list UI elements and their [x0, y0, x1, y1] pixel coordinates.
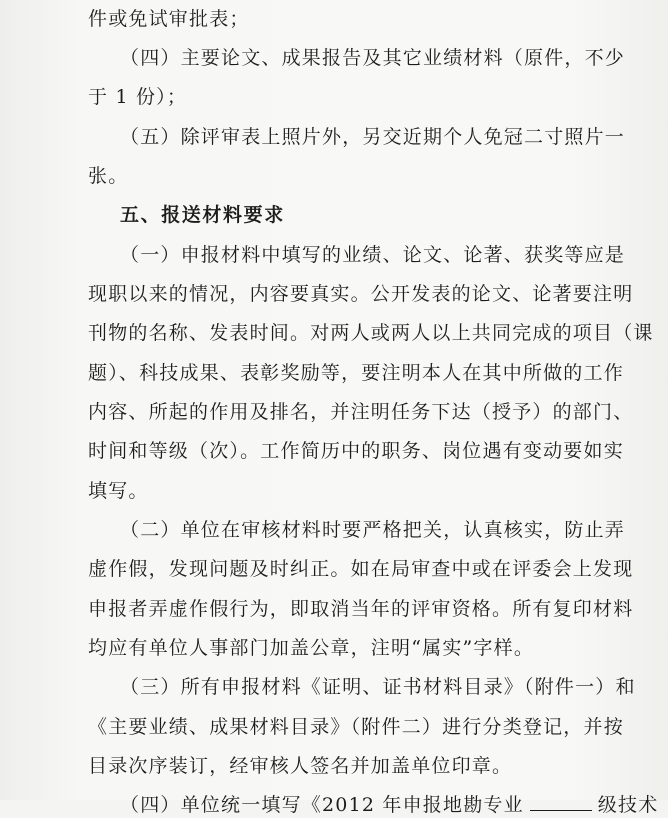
text-line: 内容、所起的作用及排名，并注明任务下达（授予）的部门、 [88, 401, 634, 423]
text-line: 申报者弄虚作假行为，即取消当年的评审资格。所有复印材料 [88, 598, 634, 620]
text-line: （一）申报材料中填写的业绩、论文、论著、获奖等应是 [120, 244, 626, 266]
text-line: （四）主要论文、成果报告及其它业绩材料（原件，不少 [120, 47, 626, 69]
text-line: 于 1 份）； [88, 86, 188, 108]
text-line: 目录次序装订，经审核人签名并加盖单位印章。 [88, 755, 513, 777]
fill-in-blank [530, 792, 592, 811]
text-line: （三）所有申报材料《证明、证书材料目录》（附件一）和 [120, 676, 636, 698]
text-line: 张。 [88, 165, 129, 187]
text-segment: 级技术 [597, 794, 659, 816]
section-heading: 五、报送材料要求 [120, 204, 285, 226]
text-line: 刊物的名称、发表时间。对两人或两人以上共同完成的项目（课 [88, 322, 654, 344]
text-line: 虚作假，发现问题及时纠正。如在局审查中或在评委会上发现 [88, 558, 634, 580]
text-line: 填写。 [88, 480, 149, 502]
text-line: 均应有单位人事部门加盖公章，注明“属实”字样。 [88, 637, 535, 659]
text-line: （二）单位在审核材料时要严格把关，认真核实，防止弄 [120, 519, 626, 541]
text-segment: （四）单位统一填写《2012 年申报地勘专业 [120, 794, 524, 816]
text-line: 《主要业绩、成果材料目录》（附件二）进行分类登记，并按 [88, 716, 624, 738]
text-line: 件或免试审批表； [88, 8, 250, 30]
text-line: （五）除评审表上照片外，另交近期个人免冠二寸照片一 [120, 126, 626, 148]
text-line: 现职以来的情况，内容要真实。公开发表的论文、论著要注明 [88, 283, 634, 305]
text-line [120, 792, 659, 818]
text-line: 题）、科技成果、表彰奖励等，要注明本人在其中所做的工作 [88, 362, 624, 384]
text-line: 时间和等级（次）。工作简历中的职务、岗位遇有变动要如实 [88, 440, 624, 462]
